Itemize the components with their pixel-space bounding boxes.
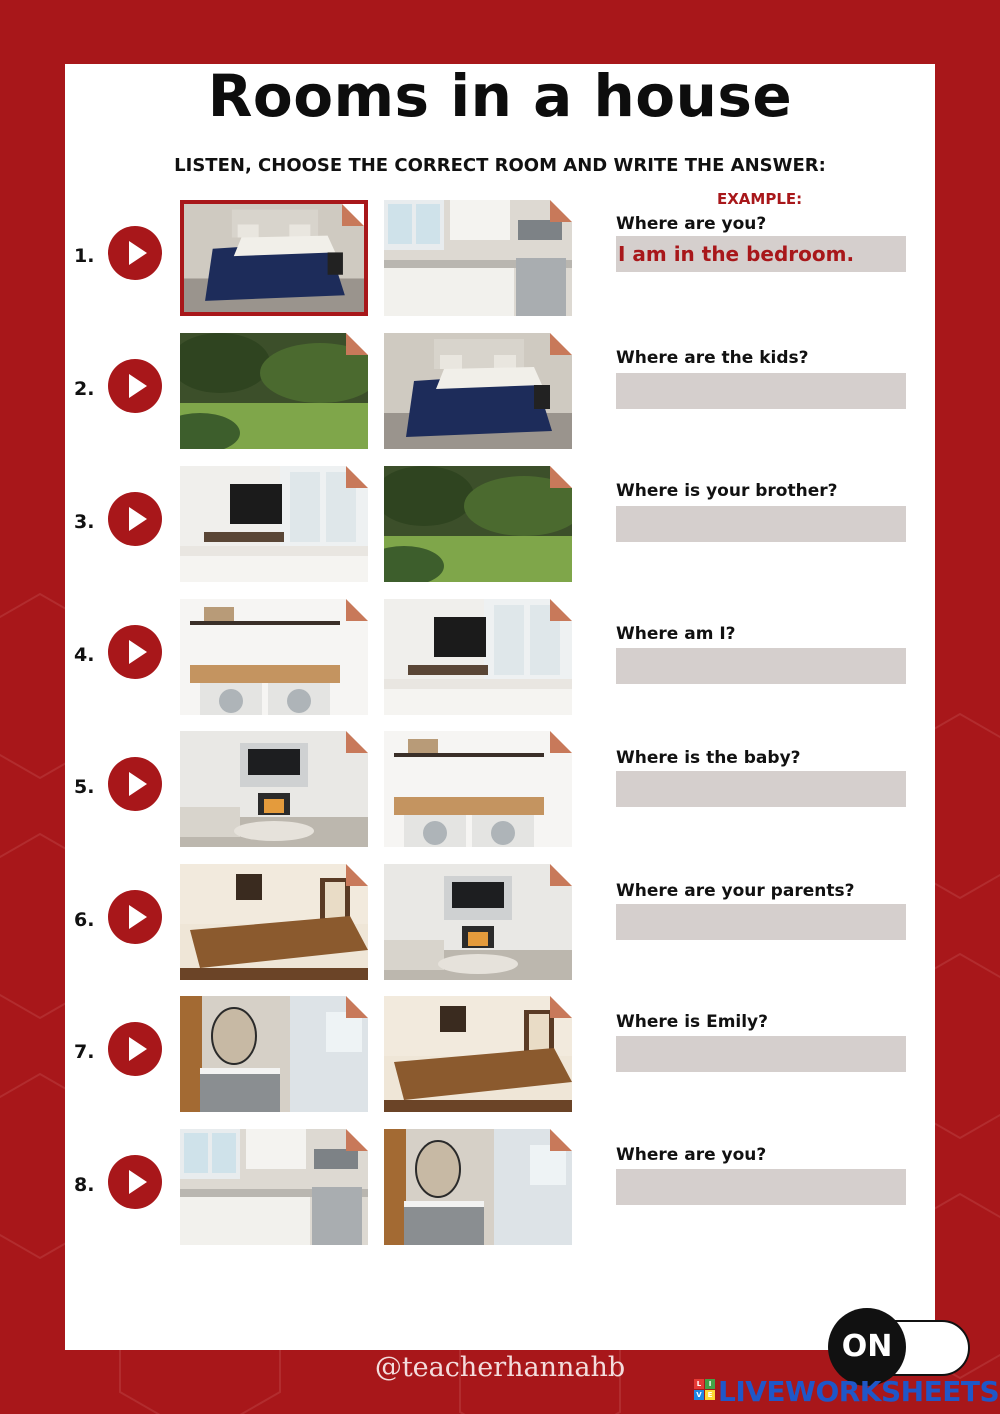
- page-title: Rooms in a house: [207, 62, 793, 130]
- liveworksheets-logo: [694, 1375, 1000, 1408]
- room-option-dining-room[interactable]: [180, 864, 368, 980]
- page-fold-icon: [346, 731, 368, 753]
- question-text: Where am I?: [616, 624, 736, 644]
- play-audio-icon[interactable]: [108, 890, 162, 944]
- toggle-knob[interactable]: ON: [828, 1308, 906, 1386]
- question-number: 8.: [74, 1174, 95, 1196]
- page-fold-icon: [342, 204, 364, 226]
- room-option-dining-room[interactable]: [384, 996, 572, 1112]
- question-text: Where is the baby?: [616, 748, 801, 768]
- answer-input[interactable]: [616, 373, 906, 409]
- question-text: Where is your brother?: [616, 481, 838, 501]
- question-text: Where are you?: [616, 214, 767, 234]
- play-audio-icon[interactable]: [108, 226, 162, 280]
- answer-input[interactable]: [616, 904, 906, 940]
- play-audio-icon[interactable]: [108, 1155, 162, 1209]
- page-fold-icon: [346, 466, 368, 488]
- room-option-garden[interactable]: [180, 333, 368, 449]
- play-audio-icon[interactable]: [108, 625, 162, 679]
- answer-input[interactable]: [616, 1169, 906, 1205]
- room-option-office[interactable]: [384, 599, 572, 715]
- play-audio-icon[interactable]: [108, 492, 162, 546]
- page-fold-icon: [550, 466, 572, 488]
- question-number: 6.: [74, 909, 95, 931]
- answer-input[interactable]: [616, 771, 906, 807]
- question-number: 5.: [74, 776, 95, 798]
- question-number: 4.: [74, 644, 95, 666]
- page-fold-icon: [550, 996, 572, 1018]
- answer-input[interactable]: [616, 506, 906, 542]
- room-option-kitchen[interactable]: [384, 200, 572, 316]
- page-fold-icon: [346, 599, 368, 621]
- play-audio-icon[interactable]: [108, 1022, 162, 1076]
- play-audio-icon[interactable]: [108, 359, 162, 413]
- question-number: 3.: [74, 511, 95, 533]
- logo-tiles-icon: L I V E: [694, 1379, 716, 1401]
- page-fold-icon: [550, 1129, 572, 1151]
- page-fold-icon: [346, 1129, 368, 1151]
- page-fold-icon: [346, 864, 368, 886]
- room-option-office[interactable]: [180, 466, 368, 582]
- page-fold-icon: [550, 864, 572, 886]
- answer-input[interactable]: [616, 648, 906, 684]
- page-fold-icon: [550, 333, 572, 355]
- room-option-laundry-room[interactable]: [180, 599, 368, 715]
- question-number: 1.: [74, 245, 95, 267]
- question-number: 7.: [74, 1041, 95, 1063]
- question-text: Where are the kids?: [616, 348, 809, 368]
- room-option-laundry-room[interactable]: [384, 731, 572, 847]
- room-option-bedroom[interactable]: [180, 200, 368, 316]
- room-option-kitchen[interactable]: [180, 1129, 368, 1245]
- question-text: Where are you?: [616, 1145, 767, 1165]
- room-option-living-room[interactable]: [384, 864, 572, 980]
- instructions: LISTEN, CHOOSE THE CORRECT ROOM AND WRITE THE ANSWER:: [174, 155, 826, 176]
- room-option-bathroom[interactable]: [180, 996, 368, 1112]
- room-option-living-room[interactable]: [180, 731, 368, 847]
- page-fold-icon: [550, 200, 572, 222]
- page-fold-icon: [550, 599, 572, 621]
- logo-text: LIVEWORKSHEETS: [718, 1375, 1000, 1408]
- room-option-garden[interactable]: [384, 466, 572, 582]
- room-option-bathroom[interactable]: [384, 1129, 572, 1245]
- page-fold-icon: [346, 996, 368, 1018]
- answer-input[interactable]: [616, 236, 906, 272]
- example-label: EXAMPLE:: [717, 190, 803, 208]
- page-fold-icon: [346, 333, 368, 355]
- footer-handle: @teacherhannahb: [374, 1352, 626, 1383]
- question-text: Where is Emily?: [616, 1012, 769, 1032]
- question-text: Where are your parents?: [616, 881, 855, 901]
- answer-input[interactable]: [616, 1036, 906, 1072]
- page-fold-icon: [550, 731, 572, 753]
- play-audio-icon[interactable]: [108, 757, 162, 811]
- room-option-bedroom[interactable]: [384, 333, 572, 449]
- question-number: 2.: [74, 378, 95, 400]
